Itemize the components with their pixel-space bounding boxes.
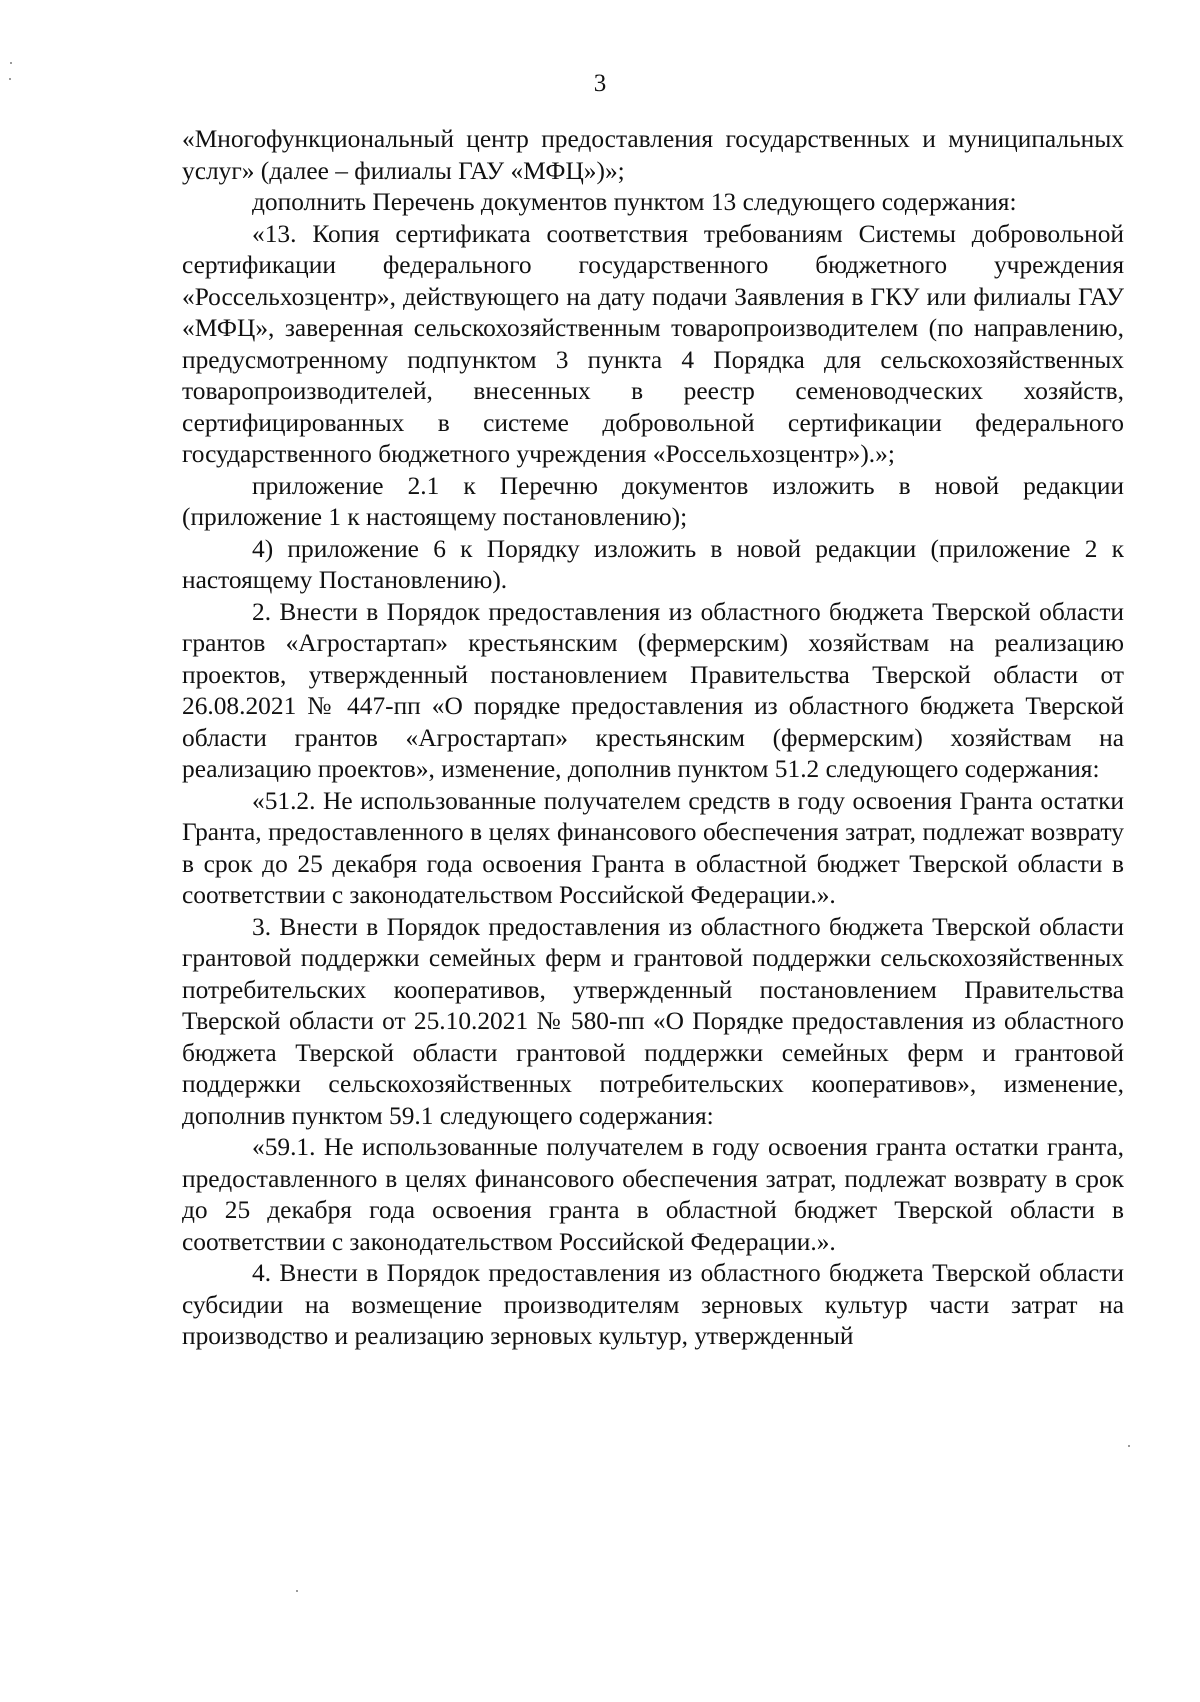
paragraph-item-51-2: «51.2. Не использованные получателем средств в году освоения Гранта остатки Гранта, предоставленного в целях финансового обеспечения затрат, подлежат возврату в срок до 25 декабря года освоения Гранта в областной бюджет Тверской области в соответствии с законодательством Российской Федерации.». <box>182 786 1124 909</box>
paragraph-appendix-6: 4) приложение 6 к Порядку изложить в новой редакции (приложение 2 к настоящему Постановлению). <box>182 534 1124 594</box>
paragraph-section-2: 2. Внести в Порядок предоставления из областного бюджета Тверской области грантов «Агростартап» крестьянским (фермерским) хозяйствам на реализацию проектов, утвержденный постановлением Правительства Тверской области от 26.08.2021 № 447-пп «О порядке предоставления из областного бюджета Тверской области грантов «Агростартап» крестьянским (фермерским) хозяйствам на реализацию проектов», изменение, дополнив пунктом 51.2 следующего содержания: <box>182 597 1124 783</box>
paragraph-continuation: «Многофункциональный центр предоставления государственных и муниципальных услуг» (далее – филиалы ГАУ «МФЦ»)»; <box>182 125 1124 185</box>
page-number: 3 <box>593 70 607 97</box>
paragraph-item-13-text: «13. Копия сертификата соответствия требованиям Системы добровольной сертификации федерального государственного бюджетного учреждения «Россельхозцентр», действующего на дату подачи Заявления в ГКУ или филиалы ГАУ «МФЦ», заверенная сельскохозяйственным товаропроизводителем (по направлению, предусмотренному подпунктом 3 пункта 4 Порядка для сельскохозяйственных товаропроизводителей, внесенных в реестр семеноводческих хозяйств, сертифицированных в системе добровольной сертификации федерального государственного бюджетного учреждения «Россельхозцентр»).»; <box>182 219 1124 468</box>
scan-speck <box>10 62 12 64</box>
paragraph-section-3: 3. Внести в Порядок предоставления из областного бюджета Тверской области грантовой поддержки семейных ферм и грантовой поддержки сельскохозяйственных потребительских кооперативов, утвержденный постановлением Правительства Тверской области от 25.10.2021 № 580-пп «О Порядке предоставления из областного бюджета Тверской области грантовой поддержки семейных ферм и грантовой поддержки сельскохозяйственных потребительских кооперативов», изменение, дополнив пунктом 59.1 следующего содержания: <box>182 912 1124 1130</box>
paragraph-add-item-13: дополнить Перечень документов пунктом 13 следующего содержания: <box>252 188 1017 216</box>
document-body <box>182 124 1124 1353</box>
paragraph-item-59-1: «59.1. Не использованные получателем в году освоения гранта остатки гранта, предоставленного в целях финансового обеспечения затрат, подлежат возврату в срок до 25 декабря года освоения гранта в областной бюджет Тверской области в соответствии с законодательством Российской Федерации.». <box>182 1133 1124 1256</box>
paragraph-appendix-2-1: приложение 2.1 к Перечню документов изложить в новой редакции (приложение 1 к настоящему постановлению); <box>182 471 1124 531</box>
scan-speck <box>1128 1445 1130 1447</box>
paragraph-section-4: 4. Внести в Порядок предоставления из областного бюджета Тверской области субсидии на возмещение производителям зерновых культур части затрат на производство и реализацию зерновых культур, утвержденный <box>182 1259 1124 1350</box>
scan-speck <box>296 1590 298 1592</box>
